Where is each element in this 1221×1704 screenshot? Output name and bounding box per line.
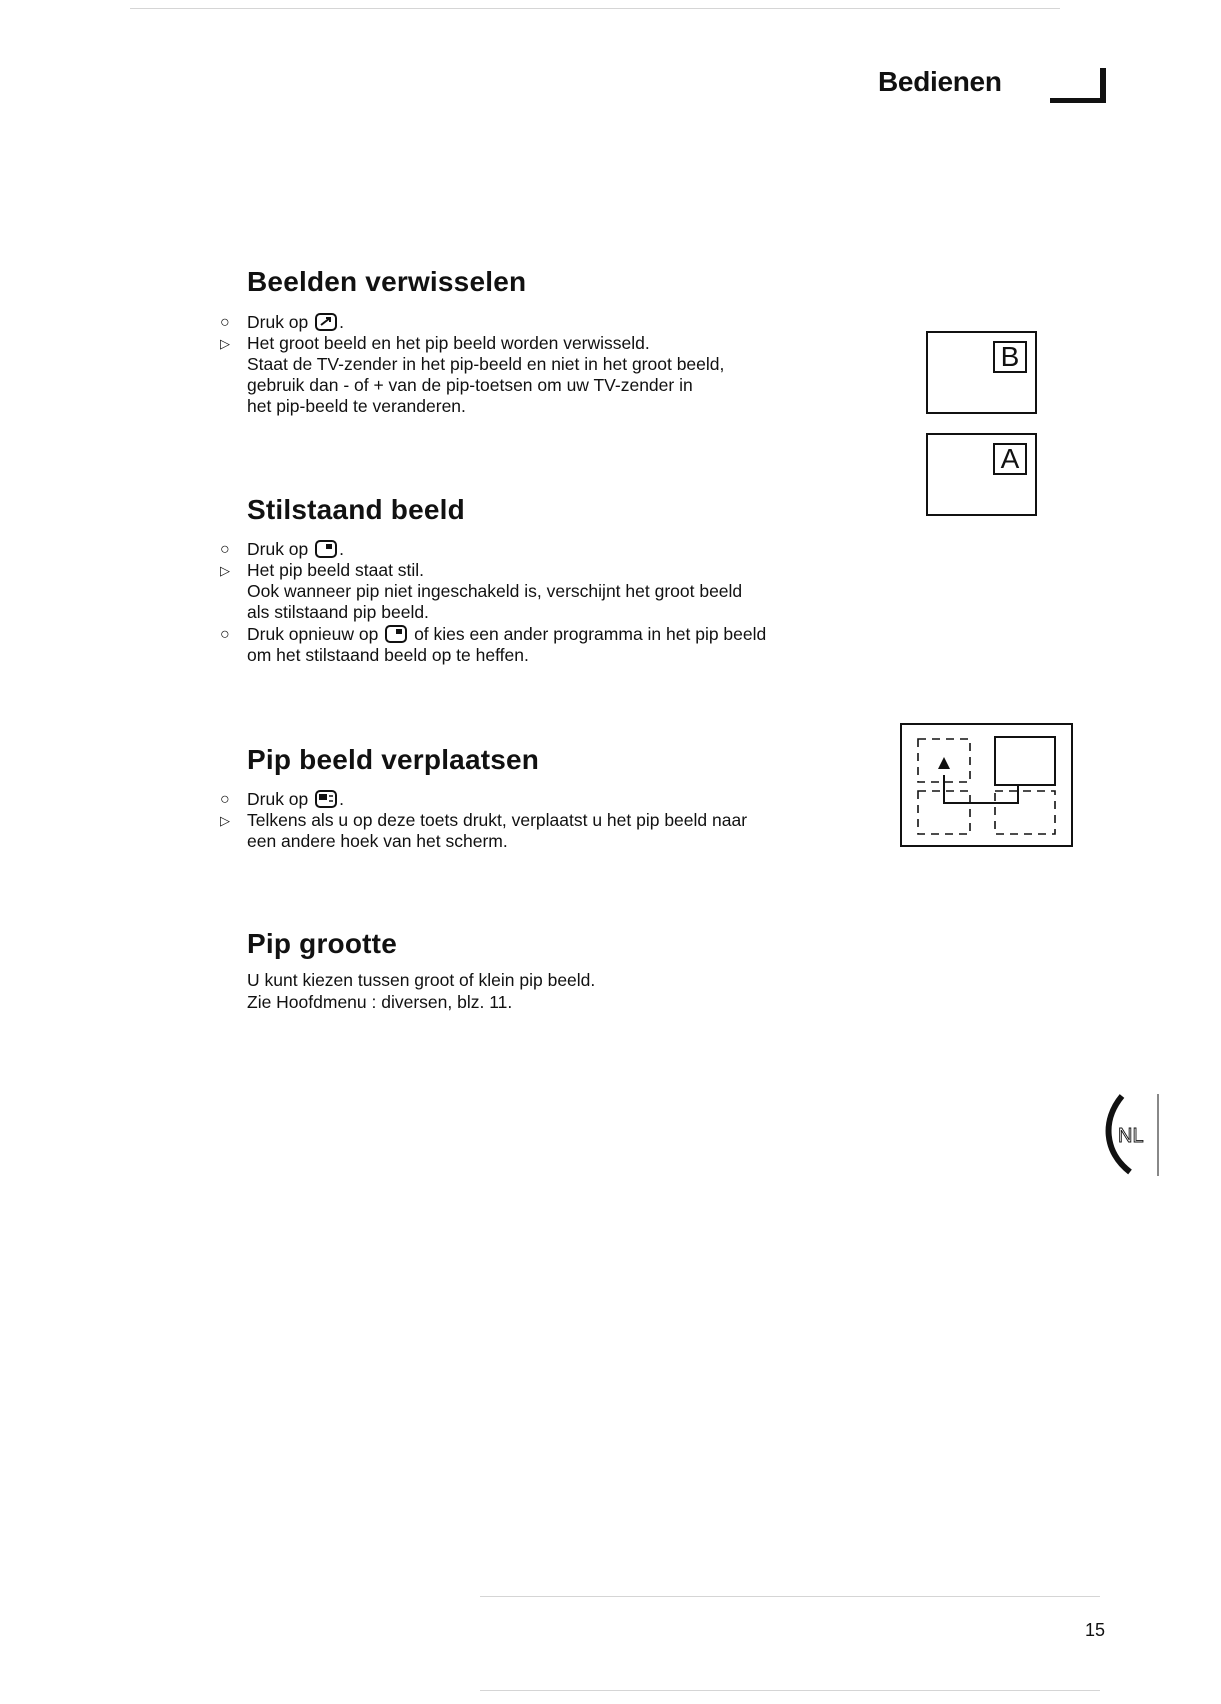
result-triangle-icon: ▷: [220, 336, 230, 351]
result-triangle-icon: ▷: [220, 813, 230, 828]
step-line: Druk op .: [247, 539, 345, 559]
text-line: Ook wanneer pip niet ingeschakeld is, verschijnt het groot beeld: [247, 581, 743, 601]
diagram-pip-move: [900, 723, 1073, 847]
result-line: Het pip beeld staat stil.: [247, 560, 425, 580]
bullet-circle-icon: ○: [220, 791, 230, 808]
step-line: Druk opnieuw op of kies een ander programma in het pip beeld: [247, 624, 767, 644]
text-line: gebruik dan - of + van de pip-toetsen om uw TV-zender in: [247, 375, 693, 395]
step-line: Druk op .: [247, 312, 345, 332]
freeze-key-icon: [385, 625, 407, 643]
result-triangle-icon: ▷: [220, 563, 230, 578]
page-number: 15: [1085, 1620, 1106, 1640]
scan-artifact-bottom: [480, 1596, 1100, 1597]
text-line: U kunt kiezen tussen groot of klein pip beeld.: [247, 970, 596, 990]
arrow-up-icon: [938, 757, 950, 769]
label-b-box: B: [993, 341, 1027, 373]
text-line: om het stilstaand beeld op te heffen.: [247, 645, 529, 665]
freeze-key-icon: [315, 540, 337, 558]
bullet-circle-icon: ○: [220, 626, 230, 643]
scan-artifact-top: [130, 8, 1060, 9]
step-line: Druk op .: [247, 789, 345, 809]
result-line: Het groot beeld en het pip beeld worden verwisseld.: [247, 333, 650, 353]
section-title-move: Pip beeld verplaatsen: [247, 744, 540, 775]
bullet-circle-icon: ○: [220, 314, 230, 331]
section-title-swap: Beelden verwisselen: [247, 266, 527, 297]
header-corner-mark: [1050, 68, 1106, 108]
result-line: Telkens als u op deze toets drukt, verplaatst u het pip beeld naar: [247, 810, 748, 830]
text-line: het pip-beeld te veranderen.: [247, 396, 466, 416]
label-a-box: A: [993, 443, 1027, 475]
language-tab-badge: [1100, 1090, 1160, 1180]
text-line: Zie Hoofdmenu : diversen, blz. 11.: [247, 992, 513, 1012]
move-key-icon: [315, 790, 337, 808]
diagram-screen-bottom: [926, 433, 1037, 516]
swap-key-icon: [315, 313, 337, 331]
language-tab-label: NL: [1118, 1125, 1144, 1147]
bullet-circle-icon: ○: [220, 541, 230, 558]
text-line: Staat de TV-zender in het pip-beeld en niet in het groot beeld,: [247, 354, 725, 374]
scan-artifact-footer: [480, 1690, 1100, 1691]
text-line: als stilstaand pip beeld.: [247, 602, 429, 622]
text-line: een andere hoek van het scherm.: [247, 831, 508, 851]
section-title-freeze: Stilstaand beeld: [247, 494, 465, 525]
page-header-title: Bedienen: [878, 66, 1002, 97]
diagram-screen-top: [926, 331, 1037, 414]
section-title-size: Pip grootte: [247, 928, 397, 959]
